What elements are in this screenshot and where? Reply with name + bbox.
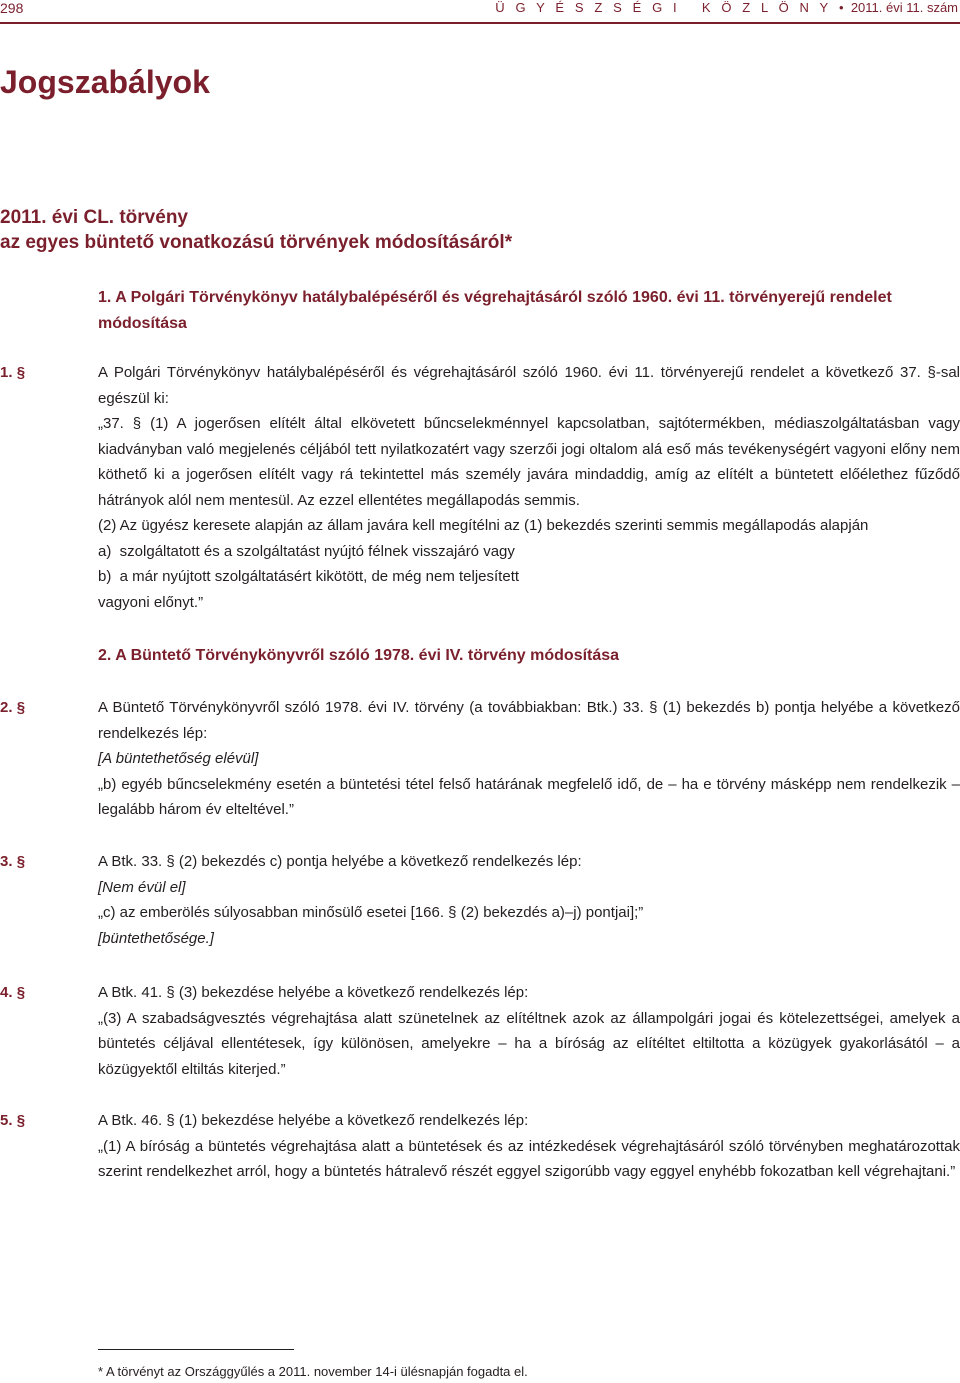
paragraph-sign: § (16, 853, 26, 870)
amendment-point-b: b) a már nyújtott szolgáltatásért kikötött, de még nem teljesített (98, 568, 520, 585)
section-number (0, 980, 96, 1006)
context-end-text: [büntethetősége.] (98, 929, 214, 947)
footnote: * A törvényt az Országgyűlés a 2011. november 14-i ülésnapján fogadta el. (98, 1364, 528, 1379)
section-body (98, 980, 960, 1082)
section-4 (0, 980, 960, 1082)
section-5 (0, 1108, 960, 1185)
section-1 (0, 360, 960, 615)
amendment-paragraph-2: (2) Az ügyész keresete alapján az állam javára kell megítélni az (1) bekezdés szerinti semmis megállapodás alapján (98, 517, 869, 534)
section-number (0, 849, 96, 875)
amendment-paragraph-1: „37. § (1) A jogerősen elítélt által elkövetett bűncselekménnyel kapcsolatban, sajtótermékben, médiaszolgáltatásban vagy kiadványban való megjelenés céljából tett nyilatkozatért vagy szerzői jogi oltalom alá eső más tevékenységért vagyoni előny nem köthető ki a jogerősen elítélt vagy rá tekintettel más személy javára mindaddig, amíg az elítélt a büntetett előélethez fűződő hátrányok alól nem mentesül. Az ezzel ellentétes megállapodás semmis. (98, 415, 960, 509)
section-3 (0, 849, 960, 951)
context-text: [Nem évül el] (98, 878, 186, 896)
running-head (495, 0, 958, 16)
footnote-rule (98, 1349, 294, 1350)
section-intro: A Btk. 41. § (3) bekezdése helyébe a következő rendelkezés lép: (98, 984, 529, 1001)
section-number-value: 5. (0, 1112, 13, 1129)
section-body (98, 360, 960, 615)
section-number-value: 4. (0, 984, 13, 1001)
law-title (0, 205, 512, 255)
section-intro: A Btk. 33. § (2) bekezdés c) pontja helyébe a következő rendelkezés lép: (98, 853, 582, 870)
amendment-text: „(1) A bíróság a büntetés végrehajtása alatt a büntetések és az intézkedések végrehajtásáról szóló törvényben meghatározottak szerint rendelkezhet arról, hogy a büntetés hátralevő részét eggyel szigorúbb vagy eggyel enyhébb fokozatban kell végrehajtani.” (98, 1137, 960, 1180)
section-number (0, 695, 96, 721)
amendment-text: „c) az emberölés súlyosabban minősülő esetei [166. § (2) bekezdés a)–j) pontjai];” (98, 904, 644, 921)
paragraph-sign: § (16, 364, 26, 381)
paragraph-sign: § (16, 699, 26, 716)
header-rule (0, 22, 960, 24)
law-title-line1: 2011. évi CL. törvény (0, 207, 188, 228)
section-body (98, 849, 960, 951)
amendment-text: „(3) A szabadságvesztés végrehajtása alatt szünetelnek az elítéltnek azok az állampolgári jogai és kötelezettségei, amelyek a büntetés céljával ellentétesek, így különösen, amelyekre – ha a bíróság az elítéltet eltiltotta a közügyek gyakorlásától – a közügyektől eltiltás kiterjed.” (98, 1009, 960, 1078)
section-body (98, 695, 960, 823)
paragraph-sign: § (16, 984, 26, 1001)
context-text: [A büntethetőség elévül] (98, 750, 259, 767)
section-intro: A Btk. 46. § (1) bekezdése helyébe a következő rendelkezés lép: (98, 1112, 529, 1129)
amendment-point-a: a) szolgáltatott és a szolgáltatást nyújtó félnek visszajáró vagy (98, 542, 515, 560)
section-intro: A Büntető Törvénykönyvről szóló 1978. évi IV. törvény (a továbbiakban: Btk.) 33. § (1) bekezdés b) pontja helyébe a következő rendelkezés lép: (98, 699, 960, 742)
part-heading-2: 2. A Büntető Törvénykönyvről szóló 1978. évi IV. törvény módosítása (98, 647, 620, 664)
amendment-closing: vagyoni előnyt.” (98, 593, 204, 611)
section-number-value: 2. (0, 699, 13, 716)
part-heading-1: 1. A Polgári Törvénykönyv hatálybalépéséről és végrehajtásáról szóló 1960. évi 11. törvényerejű rendelet módosítása (98, 289, 892, 332)
paragraph-sign: § (16, 1112, 26, 1129)
section-number (0, 360, 96, 386)
section-number-value: 3. (0, 853, 13, 870)
law-title-line2: az egyes büntető vonatkozású törvények módosításáról* (0, 232, 513, 253)
journal-name: Ü G Y É S Z S É G I K Ö Z L Ö N Y (495, 0, 832, 15)
section-number-value: 1. (0, 364, 13, 381)
header-separator: • (839, 0, 844, 15)
section-2 (0, 695, 960, 823)
issue-number: 2011. évi 11. szám (850, 0, 958, 15)
section-number (0, 1108, 96, 1134)
section-intro: A Polgári Törvénykönyv hatálybalépéséről és végrehajtásáról szóló 1960. évi 11. törvényerejű rendelet a következő 37. §-sal egészül ki: (98, 364, 960, 407)
section-body (98, 1108, 960, 1185)
page-number: 298 (0, 0, 24, 16)
amendment-text: „b) egyéb bűncselekmény esetén a büntetési tétel felső határának megfelelő idő, de – ha e törvény másképp nem rendelkezik – legalább három év elteltével.” (98, 775, 960, 818)
section-title: Jogszabályok (0, 64, 210, 100)
